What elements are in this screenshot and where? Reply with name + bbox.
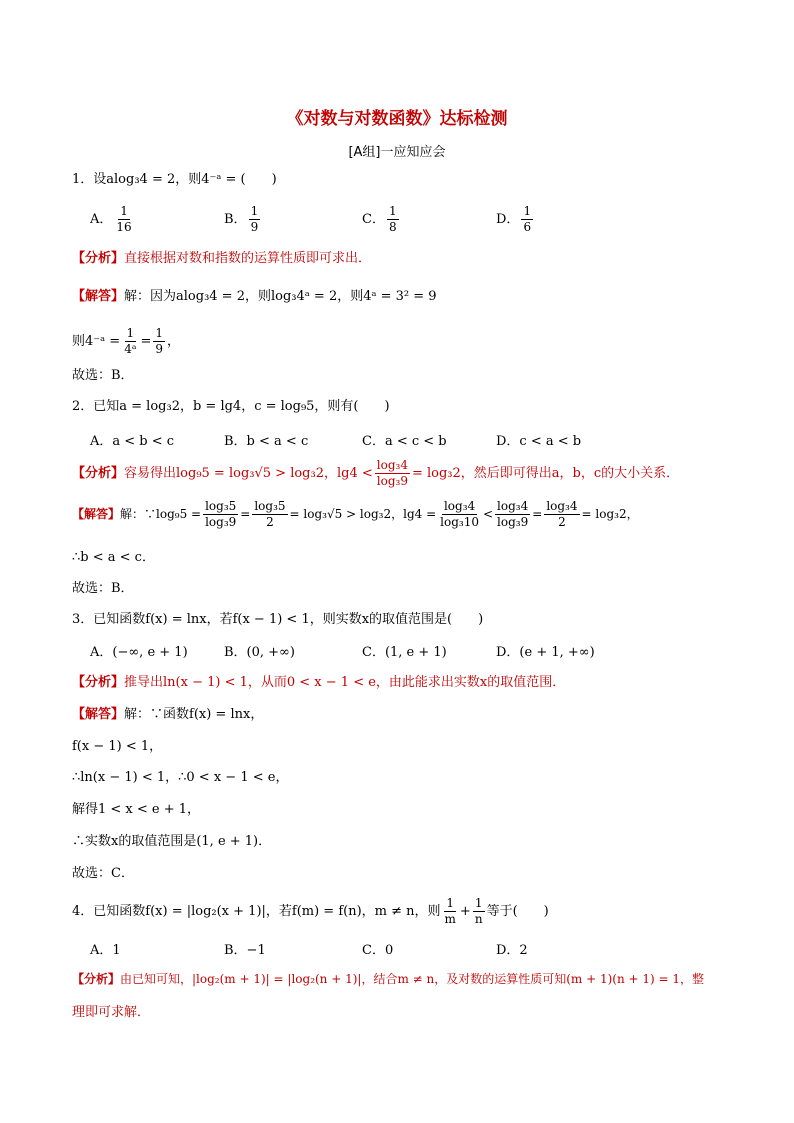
analysis-text: 直接根据对数和指数的运算性质即可求出． xyxy=(124,251,372,266)
stem-fraction xyxy=(473,896,485,927)
q3-stem: 3．已知函数f(x) = lnx，若f(x − 1) < 1，则实数x的取值范围是( ) xyxy=(72,612,484,627)
q3-solution xyxy=(72,705,732,725)
numerator: 1 xyxy=(474,896,483,910)
step-fraction xyxy=(122,326,138,357)
stem-text: 等于( ) xyxy=(486,904,549,919)
equals-sign: = xyxy=(140,334,152,349)
numerator: 1 xyxy=(126,326,135,340)
numerator: log₃4 xyxy=(546,499,578,513)
q1-option-c xyxy=(362,204,401,235)
analysis-text: 由已知可知，|log₂(m + 1)| = |log₂(n + 1)|，结合m ≠ n，及对数的运算性质可知(m + 1)(n + 1) = 1，整 xyxy=(120,972,705,986)
q2-choice: 故选：B． xyxy=(72,581,134,596)
denominator: m xyxy=(444,912,456,926)
stem-fraction xyxy=(443,896,458,927)
q3-option-c: C．(1, e + 1) xyxy=(362,645,447,660)
q3-choice: 故选：C． xyxy=(72,866,134,881)
analysis-tag: 【分析】 xyxy=(72,466,125,481)
solution-text: = log₃2， xyxy=(581,507,639,521)
q1-option-d xyxy=(496,204,535,235)
analysis-tag: 【分析】 xyxy=(72,675,125,690)
equals-sign: = xyxy=(240,507,251,521)
option-fraction xyxy=(521,204,533,235)
analysis-text: 理即可求解． xyxy=(72,1005,151,1020)
denominator: log₃10 xyxy=(440,515,479,529)
q1-analysis xyxy=(72,249,732,269)
denominator: n xyxy=(474,912,483,926)
q2-stem: 2．已知a = log₃2，b = lg4，c = log₉5，则有( ) xyxy=(72,399,390,414)
numerator: 1 xyxy=(120,204,128,218)
analysis-tag: 【分析】 xyxy=(72,251,125,266)
q3-step-1: f(x − 1) < 1， xyxy=(72,739,163,754)
step-fraction xyxy=(153,326,165,357)
equals-sign: = xyxy=(532,507,543,521)
q4-option-c: C．0 xyxy=(362,943,394,958)
denominator: 9 xyxy=(250,220,259,234)
q2-conclusion: ∴b < a < c． xyxy=(72,550,155,565)
option-label: A． xyxy=(90,212,113,227)
solution-fraction xyxy=(438,499,481,530)
q4-stem xyxy=(72,894,732,930)
step-text: ， xyxy=(167,334,181,349)
q3-option-a: A．(−∞, e + 1) xyxy=(90,645,188,660)
analysis-text: 容易得出log₉5 = log₃√5 > log₃2，lg4 < xyxy=(124,466,373,481)
numerator: log₃5 xyxy=(205,499,237,513)
analysis-fraction xyxy=(375,458,410,489)
q4-analysis-cont xyxy=(72,1003,732,1023)
numerator: log₃4 xyxy=(376,458,408,472)
q1-option-b xyxy=(224,204,262,235)
solution-fraction xyxy=(252,499,287,530)
q1-option-a xyxy=(90,204,136,235)
q3-step-3: 解得1 < x < e + 1， xyxy=(72,802,201,817)
analysis-text: = log₃2，然后即可得出a，b，c的大小关系． xyxy=(411,466,680,481)
q3-analysis xyxy=(72,673,732,693)
q4-option-d: D．2 xyxy=(496,943,528,958)
q3-option-d: D．(e + 1, +∞) xyxy=(496,645,595,660)
numerator: log₃5 xyxy=(254,499,286,513)
q2-option-c: C．a < c < b xyxy=(362,434,447,449)
numerator: 1 xyxy=(250,204,259,218)
q4-analysis xyxy=(72,969,732,989)
solution-fraction xyxy=(203,499,238,530)
q4-option-b: B．−1 xyxy=(224,943,266,958)
denominator: log₃9 xyxy=(497,515,529,529)
option-fraction xyxy=(249,204,261,235)
less-than-sign: < xyxy=(482,507,494,521)
solution-text: 解：因为alog₃4 = 2，则log₃4ᵃ = 2，则4ᵃ = 3² = 9 xyxy=(124,289,437,304)
option-label: C． xyxy=(362,212,385,227)
numerator: 1 xyxy=(523,204,532,218)
q1-stem: 1．设alog₃4 = 2，则4⁻ᵃ = ( ) xyxy=(72,172,277,187)
q1-solution xyxy=(72,287,732,307)
solution-tag: 【解答】 xyxy=(72,289,125,304)
solution-text: = log₃√5 > log₃2，lg4 = xyxy=(289,507,437,521)
q2-solution xyxy=(72,496,732,532)
option-fraction xyxy=(114,204,133,235)
denominator: log₃9 xyxy=(205,515,237,529)
q3-option-b: B．(0, +∞) xyxy=(224,645,295,660)
denominator: 16 xyxy=(116,220,132,234)
numerator: 1 xyxy=(446,896,455,910)
q2-analysis xyxy=(72,456,732,492)
solution-tag: 【解答】 xyxy=(72,707,125,722)
q2-option-a: A．a < b < c xyxy=(90,434,175,449)
denominator: 2 xyxy=(558,515,566,529)
q1-options xyxy=(90,204,730,244)
q2-option-b: B．b < a < c xyxy=(224,434,309,449)
numerator: 1 xyxy=(388,204,397,218)
solution-fraction xyxy=(544,499,579,530)
denominator: 6 xyxy=(523,220,532,234)
q1-step xyxy=(72,324,732,360)
stem-text: 4．已知函数f(x) = |log₂(x + 1)|，若f(m) = f(n)，m ≠ n，则 xyxy=(72,904,441,919)
q3-step-4: ∴实数x的取值范围是(1, e + 1)． xyxy=(72,834,272,849)
solution-text: 解：∵函数f(x) = lnx， xyxy=(124,707,264,722)
option-label: D． xyxy=(496,212,520,227)
numerator: 1 xyxy=(155,326,163,340)
q4-option-a: A．1 xyxy=(90,943,121,958)
option-fraction xyxy=(387,204,399,235)
denominator: 8 xyxy=(388,220,397,234)
denominator: 4ᵃ xyxy=(124,342,137,356)
q3-step-2: ∴ln(x − 1) < 1，∴0 < x − 1 < e， xyxy=(72,770,289,785)
numerator: log₃4 xyxy=(497,499,529,513)
section-subtitle: [A组]一应知应会 xyxy=(348,145,446,160)
denominator: log₃9 xyxy=(376,474,408,488)
step-text: 则4⁻ᵃ = xyxy=(72,334,121,349)
denominator: 9 xyxy=(155,342,163,356)
analysis-text: 推导出ln(x − 1) < 1，从而0 < x − 1 < e，由此能求出实数x的取值范围． xyxy=(124,675,566,690)
q2-option-d: D．c < a < b xyxy=(496,434,582,449)
solution-fraction xyxy=(495,499,530,530)
analysis-tag: 【分析】 xyxy=(72,972,121,986)
solution-text: 解：∵log₉5 = xyxy=(120,507,202,521)
denominator: 2 xyxy=(266,515,274,529)
numerator: log₃4 xyxy=(443,499,476,513)
q1-choice: 故选：B． xyxy=(72,368,134,383)
page-title: 《对数与对数函数》达标检测 xyxy=(286,109,508,129)
plus-sign: + xyxy=(459,904,471,919)
option-label: B． xyxy=(224,212,247,227)
solution-tag: 【解答】 xyxy=(72,507,121,521)
